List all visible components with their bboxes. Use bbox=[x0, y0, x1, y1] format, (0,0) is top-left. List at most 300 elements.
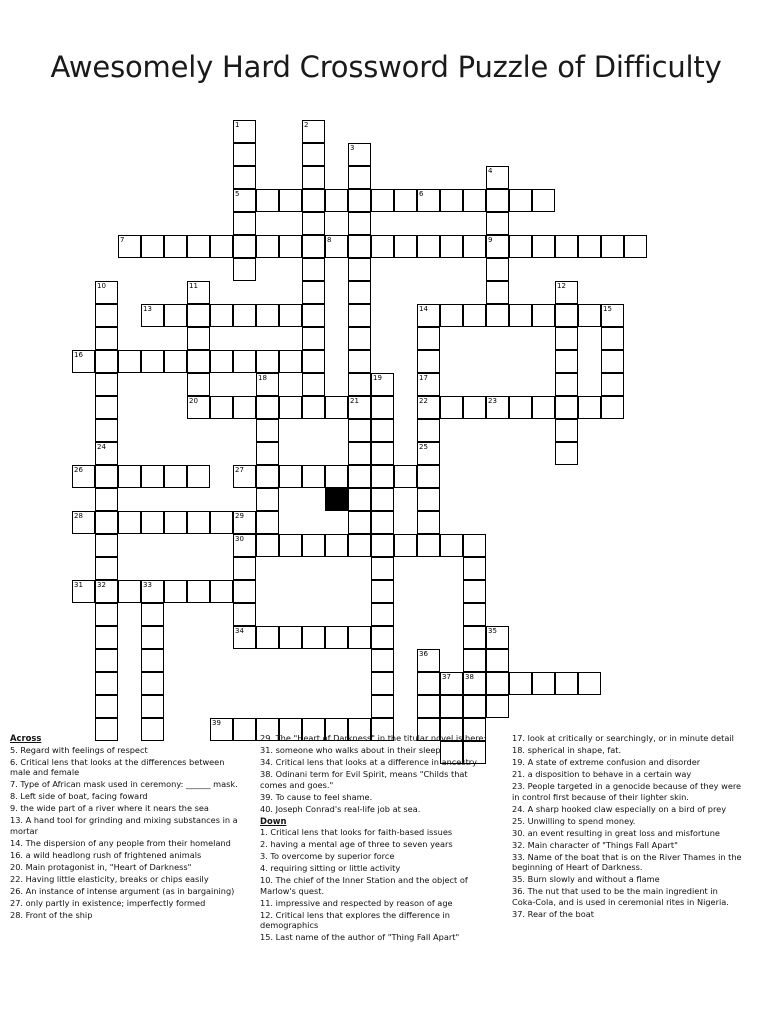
grid-cell[interactable] bbox=[256, 534, 279, 557]
grid-cell[interactable] bbox=[417, 649, 440, 672]
grid-cell[interactable] bbox=[233, 396, 256, 419]
grid-cell[interactable] bbox=[233, 580, 256, 603]
grid-cell[interactable] bbox=[302, 212, 325, 235]
grid-cell[interactable] bbox=[279, 534, 302, 557]
grid-cell[interactable] bbox=[141, 672, 164, 695]
grid-cell[interactable] bbox=[233, 350, 256, 373]
grid-cell[interactable] bbox=[486, 649, 509, 672]
grid-cell[interactable] bbox=[486, 189, 509, 212]
grid-cell[interactable] bbox=[463, 580, 486, 603]
grid-cell-number: 19 bbox=[373, 374, 382, 382]
grid-cell[interactable] bbox=[256, 488, 279, 511]
grid-cell[interactable] bbox=[95, 281, 118, 304]
clue-item: 21. a disposition to behave in a certain way bbox=[512, 769, 692, 779]
grid-cell-number: 9 bbox=[488, 236, 493, 244]
clue-item: 1. Critical lens that looks for faith-based issues bbox=[260, 827, 453, 837]
grid-cell[interactable] bbox=[210, 304, 233, 327]
clue-item: 9. the wide part of a river where it nears the sea bbox=[10, 803, 209, 813]
grid-cell[interactable] bbox=[95, 373, 118, 396]
grid-cell[interactable] bbox=[371, 419, 394, 442]
down-heading: Down bbox=[260, 815, 287, 826]
grid-cell[interactable] bbox=[463, 649, 486, 672]
grid-cell[interactable] bbox=[233, 534, 256, 557]
grid-cell[interactable] bbox=[348, 166, 371, 189]
grid-cell[interactable] bbox=[72, 465, 95, 488]
grid-cell[interactable] bbox=[256, 465, 279, 488]
grid-cell[interactable] bbox=[394, 534, 417, 557]
grid-cell[interactable] bbox=[486, 235, 509, 258]
grid-cell[interactable] bbox=[187, 350, 210, 373]
clue-item: 24. A sharp hooked claw especially on a bird of prey bbox=[512, 803, 727, 814]
grid-cell[interactable] bbox=[348, 534, 371, 557]
grid-cell-number: 28 bbox=[74, 512, 83, 520]
grid-cell[interactable] bbox=[417, 695, 440, 718]
grid-cell[interactable] bbox=[601, 350, 624, 373]
grid-cell[interactable] bbox=[555, 304, 578, 327]
grid-cell[interactable] bbox=[118, 511, 141, 534]
grid-cell[interactable] bbox=[578, 396, 601, 419]
grid-cell[interactable] bbox=[417, 465, 440, 488]
clue-item: 17. look at critically or searchingly, or in minute detail bbox=[512, 733, 734, 743]
grid-cell[interactable] bbox=[256, 511, 279, 534]
grid-cell[interactable] bbox=[371, 396, 394, 419]
grid-cell[interactable] bbox=[95, 350, 118, 373]
grid-cell[interactable] bbox=[348, 419, 371, 442]
grid-cell[interactable] bbox=[417, 304, 440, 327]
grid-cell[interactable] bbox=[233, 166, 256, 189]
grid-cell[interactable] bbox=[371, 580, 394, 603]
grid-cell[interactable] bbox=[486, 212, 509, 235]
grid-cell[interactable] bbox=[302, 166, 325, 189]
clue-item: 13. A hand tool for grinding and mixing substances in a mortar bbox=[10, 815, 238, 836]
grid-cell[interactable] bbox=[72, 511, 95, 534]
grid-cell[interactable] bbox=[302, 235, 325, 258]
grid-cell[interactable] bbox=[555, 373, 578, 396]
grid-cell-number: 33 bbox=[143, 581, 152, 589]
grid-cell[interactable] bbox=[440, 304, 463, 327]
grid-cell[interactable] bbox=[371, 373, 394, 396]
grid-cell[interactable] bbox=[302, 465, 325, 488]
grid-cell-number: 38 bbox=[465, 673, 474, 681]
grid-cell[interactable] bbox=[187, 465, 210, 488]
grid-cell[interactable] bbox=[348, 258, 371, 281]
grid-cell[interactable] bbox=[95, 442, 118, 465]
grid-cell[interactable] bbox=[486, 626, 509, 649]
grid-cell[interactable] bbox=[348, 281, 371, 304]
grid-cell[interactable] bbox=[463, 603, 486, 626]
grid-cell[interactable] bbox=[95, 465, 118, 488]
grid-cell[interactable] bbox=[601, 235, 624, 258]
grid-cell[interactable] bbox=[233, 603, 256, 626]
grid-cell[interactable] bbox=[417, 189, 440, 212]
grid-cell[interactable] bbox=[141, 235, 164, 258]
grid-cell-number: 6 bbox=[419, 190, 424, 198]
grid-cell[interactable] bbox=[302, 304, 325, 327]
grid-cell[interactable] bbox=[601, 327, 624, 350]
grid-cell-number: 22 bbox=[419, 397, 428, 405]
grid-cell[interactable] bbox=[555, 672, 578, 695]
grid-cell[interactable] bbox=[233, 143, 256, 166]
grid-cell[interactable] bbox=[578, 235, 601, 258]
grid-cell[interactable] bbox=[302, 281, 325, 304]
grid-cell-blocked bbox=[325, 488, 348, 511]
grid-cell[interactable] bbox=[302, 534, 325, 557]
grid-cell[interactable] bbox=[141, 304, 164, 327]
grid-cell[interactable] bbox=[371, 488, 394, 511]
grid-cell[interactable] bbox=[371, 603, 394, 626]
grid-cell[interactable] bbox=[555, 442, 578, 465]
grid-cell[interactable] bbox=[141, 465, 164, 488]
clue-item: 27. only partly in existence; imperfectly formed bbox=[10, 897, 206, 908]
grid-cell[interactable] bbox=[417, 534, 440, 557]
clue-item: 8. Left side of boat, facing foward bbox=[10, 791, 148, 801]
grid-cell-number: 16 bbox=[74, 351, 83, 359]
grid-cell[interactable] bbox=[95, 626, 118, 649]
grid-cell[interactable] bbox=[417, 672, 440, 695]
grid-cell-number: 8 bbox=[327, 236, 332, 244]
grid-cell[interactable] bbox=[95, 419, 118, 442]
grid-cell[interactable] bbox=[371, 695, 394, 718]
grid-cell[interactable] bbox=[509, 672, 532, 695]
grid-cell[interactable] bbox=[256, 626, 279, 649]
grid-cell[interactable] bbox=[463, 189, 486, 212]
clues-column-3 bbox=[512, 733, 742, 921]
grid-cell-number: 25 bbox=[419, 443, 428, 451]
clue-item: 16. a wild headlong rush of frightened animals bbox=[10, 849, 202, 860]
grid-cell[interactable] bbox=[118, 465, 141, 488]
grid-cell[interactable] bbox=[95, 695, 118, 718]
grid-cell[interactable] bbox=[95, 580, 118, 603]
grid-cell[interactable] bbox=[302, 189, 325, 212]
grid-cell[interactable] bbox=[233, 304, 256, 327]
grid-cell[interactable] bbox=[95, 488, 118, 511]
grid-cell[interactable] bbox=[187, 580, 210, 603]
grid-cell[interactable] bbox=[164, 304, 187, 327]
grid-cell[interactable] bbox=[95, 649, 118, 672]
grid-cell[interactable] bbox=[141, 649, 164, 672]
grid-cell[interactable] bbox=[348, 465, 371, 488]
grid-cell[interactable] bbox=[72, 580, 95, 603]
grid-cell[interactable] bbox=[555, 396, 578, 419]
grid-cell[interactable] bbox=[279, 396, 302, 419]
grid-cell[interactable] bbox=[95, 327, 118, 350]
clue-item: 34. Critical lens that looks at a difference in ancestry bbox=[260, 757, 478, 767]
grid-cell-number: 24 bbox=[97, 443, 106, 451]
grid-cell[interactable] bbox=[95, 603, 118, 626]
grid-cell[interactable] bbox=[233, 511, 256, 534]
grid-cell[interactable] bbox=[440, 534, 463, 557]
grid-cell[interactable] bbox=[578, 304, 601, 327]
clues-column-1 bbox=[10, 733, 240, 922]
grid-cell[interactable] bbox=[118, 350, 141, 373]
grid-cell[interactable] bbox=[601, 373, 624, 396]
grid-cell[interactable] bbox=[302, 143, 325, 166]
grid-cell[interactable] bbox=[95, 557, 118, 580]
grid-cell-number: 27 bbox=[235, 466, 244, 474]
clue-item: 15. Last name of the author of "Thing Fall Apart" bbox=[260, 932, 460, 942]
grid-cell[interactable] bbox=[325, 235, 348, 258]
grid-cell[interactable] bbox=[95, 396, 118, 419]
grid-cell-number: 12 bbox=[557, 282, 566, 290]
grid-cell-number: 11 bbox=[189, 282, 198, 290]
grid-cell[interactable] bbox=[532, 235, 555, 258]
grid-cell[interactable] bbox=[371, 672, 394, 695]
grid-cell[interactable] bbox=[279, 465, 302, 488]
grid-cell[interactable] bbox=[348, 511, 371, 534]
grid-cell[interactable] bbox=[302, 120, 325, 143]
grid-cell[interactable] bbox=[417, 350, 440, 373]
grid-cell[interactable] bbox=[417, 396, 440, 419]
grid-cell[interactable] bbox=[532, 304, 555, 327]
grid-cell[interactable] bbox=[95, 304, 118, 327]
grid-cell[interactable] bbox=[279, 235, 302, 258]
grid-cell[interactable] bbox=[371, 465, 394, 488]
grid-cell[interactable] bbox=[256, 304, 279, 327]
grid-cell[interactable] bbox=[164, 580, 187, 603]
grid-cell[interactable] bbox=[233, 189, 256, 212]
grid-cell[interactable] bbox=[325, 189, 348, 212]
grid-cell[interactable] bbox=[371, 534, 394, 557]
clue-item: 26. An instance of intense argument (as in bargaining) bbox=[10, 885, 235, 896]
grid-cell[interactable] bbox=[440, 672, 463, 695]
grid-cell[interactable] bbox=[509, 235, 532, 258]
clue-item: 33. Name of the boat that is on the River Thames in the beginning of Heart of Darkness. bbox=[512, 851, 742, 872]
grid-cell[interactable] bbox=[187, 281, 210, 304]
grid-cell[interactable] bbox=[463, 534, 486, 557]
grid-cell[interactable] bbox=[233, 557, 256, 580]
grid-cell[interactable] bbox=[463, 695, 486, 718]
grid-cell[interactable] bbox=[463, 304, 486, 327]
clue-item: 14. The dispersion of any people from their homeland bbox=[10, 837, 231, 848]
grid-cell[interactable] bbox=[371, 649, 394, 672]
grid-cell[interactable] bbox=[233, 626, 256, 649]
grid-cell[interactable] bbox=[532, 672, 555, 695]
grid-cell[interactable] bbox=[555, 419, 578, 442]
grid-cell[interactable] bbox=[486, 304, 509, 327]
grid-cell[interactable] bbox=[348, 235, 371, 258]
grid-cell[interactable] bbox=[302, 626, 325, 649]
grid-cell[interactable] bbox=[440, 235, 463, 258]
grid-cell[interactable] bbox=[95, 511, 118, 534]
grid-cell[interactable] bbox=[233, 120, 256, 143]
grid-cell-number: 10 bbox=[97, 282, 106, 290]
clue-item: 11. impressive and respected by reason of age bbox=[260, 897, 453, 908]
grid-cell[interactable] bbox=[141, 580, 164, 603]
grid-cell-number: 3 bbox=[350, 144, 355, 152]
grid-cell-number: 37 bbox=[442, 673, 451, 681]
grid-cell[interactable] bbox=[256, 235, 279, 258]
grid-cell[interactable] bbox=[555, 327, 578, 350]
grid-cell[interactable] bbox=[348, 396, 371, 419]
grid-cell[interactable] bbox=[118, 235, 141, 258]
grid-cell[interactable] bbox=[279, 304, 302, 327]
across-heading: Across bbox=[10, 733, 42, 743]
grid-cell-number: 35 bbox=[488, 627, 497, 635]
grid-cell[interactable] bbox=[371, 442, 394, 465]
grid-cell[interactable] bbox=[348, 327, 371, 350]
clue-item: 25. Unwilling to spend money. bbox=[512, 815, 636, 826]
grid-cell[interactable] bbox=[555, 235, 578, 258]
grid-cell[interactable] bbox=[348, 350, 371, 373]
grid-cell[interactable] bbox=[141, 350, 164, 373]
grid-cell[interactable] bbox=[256, 373, 279, 396]
grid-cell[interactable] bbox=[394, 189, 417, 212]
grid-cell[interactable] bbox=[210, 235, 233, 258]
grid-cell[interactable] bbox=[532, 189, 555, 212]
grid-cell[interactable] bbox=[256, 419, 279, 442]
page-title: Awesomely Hard Crossword Puzzle of Difficulty bbox=[50, 50, 722, 84]
grid-cell[interactable] bbox=[417, 373, 440, 396]
clue-item: 19. A state of extreme confusion and disorder bbox=[512, 757, 701, 767]
grid-cell[interactable] bbox=[348, 442, 371, 465]
grid-cell[interactable] bbox=[509, 189, 532, 212]
grid-cell[interactable] bbox=[440, 396, 463, 419]
grid-cell[interactable] bbox=[325, 626, 348, 649]
grid-cell[interactable] bbox=[440, 189, 463, 212]
clue-item: 7. Type of African mask used in ceremony: ______ mask. bbox=[10, 779, 238, 789]
grid-cell[interactable] bbox=[141, 695, 164, 718]
grid-cell[interactable] bbox=[486, 396, 509, 419]
grid-cell[interactable] bbox=[279, 626, 302, 649]
grid-cell[interactable] bbox=[325, 534, 348, 557]
grid-cell[interactable] bbox=[187, 511, 210, 534]
grid-cell[interactable] bbox=[164, 511, 187, 534]
grid-cell[interactable] bbox=[601, 396, 624, 419]
grid-cell[interactable] bbox=[463, 557, 486, 580]
grid-cell[interactable] bbox=[371, 235, 394, 258]
grid-cell[interactable] bbox=[348, 143, 371, 166]
grid-cell[interactable] bbox=[233, 212, 256, 235]
grid-cell[interactable] bbox=[601, 304, 624, 327]
grid-cell[interactable] bbox=[164, 465, 187, 488]
grid-cell[interactable] bbox=[486, 258, 509, 281]
grid-cell[interactable] bbox=[348, 373, 371, 396]
grid-cell[interactable] bbox=[256, 442, 279, 465]
grid-cell-number: 30 bbox=[235, 535, 244, 543]
grid-cell[interactable] bbox=[486, 672, 509, 695]
grid-cell[interactable] bbox=[394, 235, 417, 258]
grid-cell[interactable] bbox=[164, 350, 187, 373]
grid-cell[interactable] bbox=[279, 189, 302, 212]
grid-cell[interactable] bbox=[210, 580, 233, 603]
clue-item: 12. Critical lens that explores the difference in demographics bbox=[260, 909, 450, 930]
grid-cell[interactable] bbox=[187, 373, 210, 396]
grid-cell[interactable] bbox=[256, 396, 279, 419]
grid-cell[interactable] bbox=[187, 304, 210, 327]
grid-cell-number: 39 bbox=[212, 719, 221, 727]
grid-cell-number: 21 bbox=[350, 397, 359, 405]
grid-cell[interactable] bbox=[394, 465, 417, 488]
grid-cell[interactable] bbox=[256, 350, 279, 373]
grid-cell[interactable] bbox=[118, 580, 141, 603]
grid-cell-number: 18 bbox=[258, 374, 267, 382]
grid-cell[interactable] bbox=[141, 603, 164, 626]
grid-cell[interactable] bbox=[348, 626, 371, 649]
grid-cell[interactable] bbox=[72, 350, 95, 373]
grid-cell[interactable] bbox=[210, 396, 233, 419]
grid-cell[interactable] bbox=[141, 626, 164, 649]
clue-item: 36. The nut that used to be the main ingredient in Coka-Cola, and is used in ceremonial rites in Nigeria. bbox=[512, 886, 729, 907]
grid-cell[interactable] bbox=[417, 488, 440, 511]
grid-cell[interactable] bbox=[463, 626, 486, 649]
grid-cell[interactable] bbox=[325, 465, 348, 488]
grid-cell[interactable] bbox=[509, 396, 532, 419]
clue-item: 29. The "Heart of Darkness" in the titular novel is here: bbox=[260, 733, 487, 743]
clue-item: 23. People targeted in a genocide because of they were in control first because of their lighter skin. bbox=[512, 781, 742, 802]
grid-cell[interactable] bbox=[210, 350, 233, 373]
clue-item: 10. The chief of the Inner Station and the object of Marlow's quest. bbox=[260, 875, 468, 896]
grid-cell[interactable] bbox=[187, 235, 210, 258]
grid-cell[interactable] bbox=[417, 235, 440, 258]
grid-cell[interactable] bbox=[164, 235, 187, 258]
crossword-grid[interactable] bbox=[0, 120, 772, 727]
grid-cell[interactable] bbox=[555, 350, 578, 373]
clue-item: 3. To overcome by superior force bbox=[260, 851, 395, 861]
grid-cell[interactable] bbox=[325, 396, 348, 419]
grid-cell[interactable] bbox=[210, 511, 233, 534]
grid-cell-number: 23 bbox=[488, 397, 497, 405]
grid-cell[interactable] bbox=[302, 373, 325, 396]
grid-cell[interactable] bbox=[187, 396, 210, 419]
grid-cell[interactable] bbox=[486, 695, 509, 718]
grid-cell[interactable] bbox=[302, 258, 325, 281]
grid-cell[interactable] bbox=[348, 212, 371, 235]
grid-cell[interactable] bbox=[371, 511, 394, 534]
grid-cell[interactable] bbox=[371, 189, 394, 212]
grid-cell[interactable] bbox=[486, 281, 509, 304]
grid-cell[interactable] bbox=[348, 189, 371, 212]
grid-cell[interactable] bbox=[555, 281, 578, 304]
grid-cell[interactable] bbox=[371, 626, 394, 649]
grid-cell[interactable] bbox=[302, 396, 325, 419]
grid-cell[interactable] bbox=[417, 419, 440, 442]
grid-cell[interactable] bbox=[348, 304, 371, 327]
grid-cell[interactable] bbox=[233, 465, 256, 488]
grid-cell[interactable] bbox=[463, 672, 486, 695]
grid-cell[interactable] bbox=[348, 488, 371, 511]
clue-item: 2. having a mental age of three to seven years bbox=[260, 839, 453, 849]
grid-cell-number: 17 bbox=[419, 374, 428, 382]
grid-cell-number: 7 bbox=[120, 236, 125, 244]
clue-item: 20. Main protagonist in, "Heart of Darkness" bbox=[10, 861, 192, 872]
grid-cell[interactable] bbox=[509, 304, 532, 327]
grid-cell[interactable] bbox=[187, 327, 210, 350]
grid-cell[interactable] bbox=[624, 235, 647, 258]
grid-cell-number: 4 bbox=[488, 167, 493, 175]
grid-cell[interactable] bbox=[463, 396, 486, 419]
grid-cell[interactable] bbox=[463, 235, 486, 258]
grid-cell[interactable] bbox=[279, 350, 302, 373]
grid-cell[interactable] bbox=[256, 189, 279, 212]
grid-cell[interactable] bbox=[578, 672, 601, 695]
grid-cell[interactable] bbox=[417, 327, 440, 350]
grid-cell[interactable] bbox=[95, 672, 118, 695]
grid-cell[interactable] bbox=[417, 442, 440, 465]
grid-cell[interactable] bbox=[302, 350, 325, 373]
grid-cell[interactable] bbox=[302, 327, 325, 350]
grid-cell[interactable] bbox=[440, 695, 463, 718]
clues-column-2 bbox=[260, 733, 490, 944]
grid-cell[interactable] bbox=[141, 511, 164, 534]
grid-cell[interactable] bbox=[371, 557, 394, 580]
grid-cell[interactable] bbox=[233, 235, 256, 258]
clue-item: 28. Front of the ship bbox=[10, 909, 93, 920]
grid-cell[interactable] bbox=[95, 534, 118, 557]
grid-cell[interactable] bbox=[532, 396, 555, 419]
grid-cell[interactable] bbox=[233, 258, 256, 281]
grid-cell[interactable] bbox=[417, 511, 440, 534]
grid-cell[interactable] bbox=[486, 166, 509, 189]
